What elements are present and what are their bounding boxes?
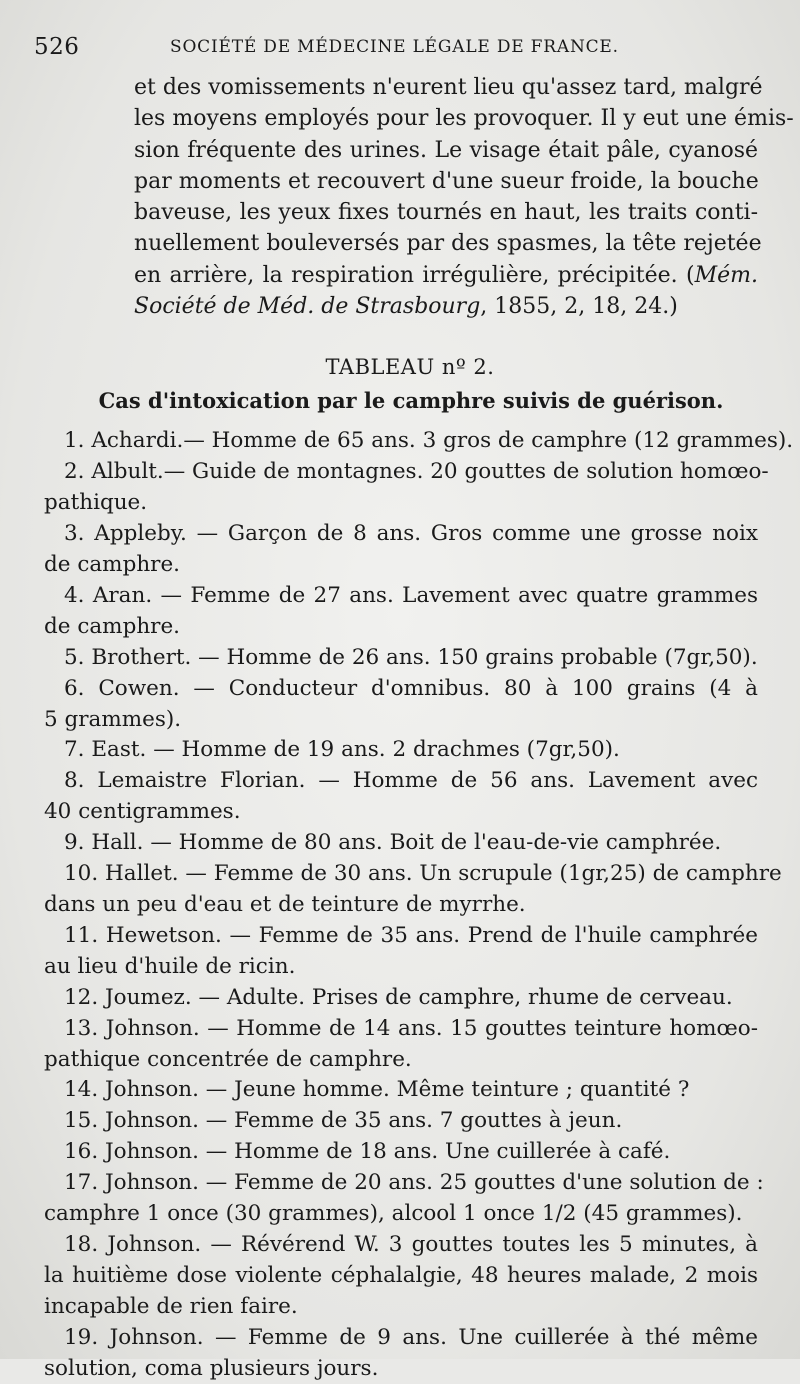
- case-continuation-line: de camphre.: [44, 613, 181, 639]
- case-first-line: 11. Hewetson. — Femme de 35 ans. Prend de l'huile camphrée: [64, 922, 758, 948]
- case-entry: [44, 457, 769, 519]
- case-continuation-line: 5 grammes).: [44, 706, 182, 732]
- case-continuation-line: la huitième dose violente céphalalgie, 48 heures malade, 2 mois: [44, 1262, 758, 1288]
- case-entry: [44, 1106, 758, 1137]
- intro-line-with-citation: [134, 260, 758, 291]
- case-entry: [44, 828, 758, 859]
- intro-line: les moyens employés pour les provoquer. Il y eut une émis-: [134, 106, 794, 132]
- intro-line: sion fréquente des urines. Le visage était pâle, cyanosé: [134, 137, 758, 163]
- citation-source: Société de Méd. de Strasbourg: [134, 294, 481, 320]
- citation-line: [134, 291, 758, 322]
- case-entry: [44, 1075, 758, 1106]
- running-head: SOCIÉTÉ DE MÉDECINE LÉGALE DE FRANCE.: [170, 37, 619, 57]
- case-first-line: 16. Johnson. — Homme de 18 ans. Une cuillerée à café.: [64, 1139, 671, 1165]
- case-entry: [44, 674, 758, 736]
- intro-line-text: en arrière, la respiration irrégulière, précipitée. (: [134, 262, 695, 288]
- case-first-line: 17. Johnson. — Femme de 20 ans. 25 gouttes d'une solution de :: [64, 1170, 764, 1196]
- case-continuation-line: incapable de rien faire.: [44, 1293, 298, 1319]
- case-first-line: 8. Lemaistre Florian. — Homme de 56 ans. Lavement avec: [64, 768, 758, 794]
- case-first-line: 4. Aran. — Femme de 27 ans. Lavement avec quatre grammes: [64, 582, 758, 608]
- case-continuation-line: camphre 1 once (30 grammes), alcool 1 once 1/2 (45 grammes).: [44, 1201, 743, 1227]
- case-entry: [44, 1230, 758, 1323]
- case-continuation-line: de camphre.: [44, 552, 181, 577]
- case-continuation-line: solution, coma plusieurs jours.: [44, 1355, 379, 1381]
- case-first-line: 7. East. — Homme de 19 ans. 2 drachmes (7gr,50).: [64, 737, 620, 763]
- case-first-line: 10. Hallet. — Femme de 30 ans. Un scrupule (1gr,25) de camphre: [64, 861, 782, 887]
- case-continuation-line: pathique.: [44, 490, 148, 516]
- case-entry: [44, 983, 758, 1014]
- case-first-line: 15. Johnson. — Femme de 35 ans. 7 gouttes à jeun.: [64, 1108, 623, 1134]
- case-entry: [44, 921, 758, 983]
- case-entry: [44, 519, 758, 581]
- case-first-line: 13. Johnson. — Homme de 14 ans. 15 gouttes teinture homœo-: [64, 1015, 758, 1041]
- citation-start: Mém.: [694, 262, 758, 288]
- intro-line: et des vomissements n'eurent lieu qu'assez tard, malgré: [134, 75, 763, 100]
- page-content: [0, 72, 800, 1384]
- citation-tail: , 1855, 2, 18, 24.): [480, 294, 678, 320]
- case-entry: [44, 766, 758, 828]
- case-continuation-line: 40 centigrammes.: [44, 799, 241, 825]
- case-entry: [44, 1014, 758, 1076]
- case-first-line: 6. Cowen. — Conducteur d'omnibus. 80 à 100 grains (4 à: [64, 675, 758, 701]
- case-entry: [44, 1137, 758, 1168]
- case-first-line: 3. Appleby. — Garçon de 8 ans. Gros comme une grosse noix: [64, 521, 758, 547]
- case-first-line: 5. Brothert. — Homme de 26 ans. 150 grains probable (7gr,50).: [64, 644, 758, 670]
- case-entry: [44, 426, 794, 457]
- case-continuation-line: au lieu d'huile de ricin.: [44, 953, 296, 979]
- case-entry: [44, 1168, 764, 1230]
- case-entry: [44, 1323, 758, 1384]
- case-list: [0, 426, 800, 1384]
- case-first-line: 12. Joumez. — Adulte. Prises de camphre, rhume de cerveau.: [64, 984, 733, 1010]
- page-number: 526: [34, 34, 80, 60]
- page-header: [34, 34, 760, 64]
- case-first-line: 18. Johnson. — Révérend W. 3 gouttes toutes les 5 minutes, à: [64, 1231, 758, 1257]
- case-first-line: 9. Hall. — Homme de 80 ans. Boit de l'eau-de-vie camphrée.: [64, 830, 722, 856]
- case-first-line: 19. Johnson. — Femme de 9 ans. Une cuillerée à thé même: [64, 1324, 758, 1350]
- case-first-line: 1. Achardi.— Homme de 65 ans. 3 gros de camphre (12 grammes).: [64, 428, 794, 454]
- table-title: TABLEAU nº 2.: [325, 355, 495, 380]
- table-subtitle: Cas d'intoxication par le camphre suivis de guérison.: [98, 388, 724, 414]
- case-first-line: 14. Johnson. — Jeune homme. Même teinture ; quantité ?: [64, 1077, 690, 1103]
- case-entry: [44, 643, 758, 674]
- case-entry: [44, 859, 782, 921]
- case-continuation-line: pathique concentrée de camphre.: [44, 1046, 412, 1072]
- intro-line: baveuse, les yeux fixes tournés en haut, les traits conti-: [134, 200, 758, 226]
- case-entry: [44, 735, 758, 766]
- intro-paragraph: [0, 72, 800, 322]
- intro-line: par moments et recouvert d'une sueur froide, la bouche: [134, 168, 759, 194]
- case-first-line: 2. Albult.— Guide de montagnes. 20 gouttes de solution homœo-: [64, 459, 769, 485]
- case-entry: [44, 581, 758, 643]
- case-continuation-line: dans un peu d'eau et de teinture de myrrhe.: [44, 891, 526, 917]
- intro-line: nuellement bouleversés par des spasmes, la tête rejetée: [134, 231, 762, 257]
